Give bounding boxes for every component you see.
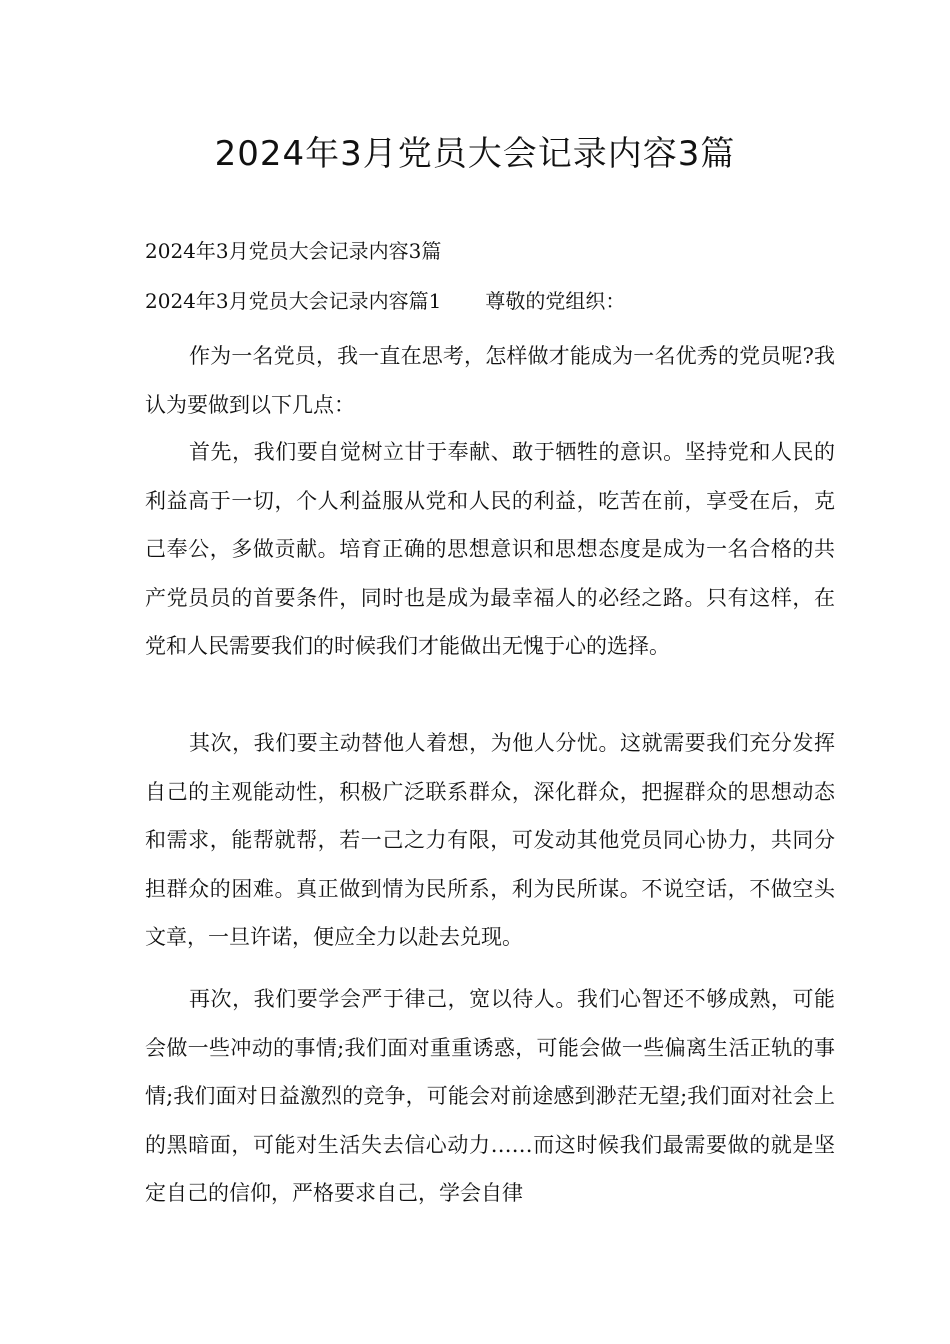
paragraph-second-point: 其次，我们要主动替他人着想，为他人分忧。这就需要我们充分发挥自己的主观能动性，积极广泛联系群众，深化群众，把握群众的思想动态和需求，能帮就帮，若一己之力有限，可发动其他党员同心协力，共同分担群众的困难。真正做到情为民所系，利为民所谋。不说空话，不做空头文章，一旦许诺，便应全力以赴去兑现。 — [145, 731, 835, 949]
section-heading-line — [145, 286, 625, 316]
document-title: 2024年3月党员大会记录内容3篇 — [214, 134, 736, 174]
section-heading: 2024年3月党员大会记录内容篇1 — [145, 289, 442, 313]
paragraph-first-point: 首先，我们要自觉树立甘于奉献、敢于牺牲的意识。坚持党和人民的利益高于一切，个人利益服从党和人民的利益，吃苦在前，享受在后，克己奉公，多做贡献。培育正确的思想意识和思想态度是成为一名合格的共产党员员的首要条件，同时也是成为最幸福人的必经之路。只有这样，在党和人民需要我们的时候我们才能做出无愧于心的选择。 — [145, 440, 835, 658]
paragraph-intro: 作为一名党员，我一直在思考，怎样做才能成为一名优秀的党员呢?我认为要做到以下几点： — [145, 344, 835, 417]
subtitle-line: 2024年3月党员大会记录内容3篇 — [145, 239, 442, 263]
salutation: 尊敬的党组织： — [485, 289, 626, 313]
paragraph-third-point: 再次，我们要学会严于律己，宽以待人。我们心智还不够成熟，可能会做一些冲动的事情;我们面对重重诱惑，可能会做一些偏离生活正轨的事情;我们面对日益激烈的竞争，可能会对前途感到渺茫无望;我们面对社会上的黑暗面，可能对生活失去信心动力……而这时候我们最需要做的就是坚定自己的信仰，严格要求自己，学会自律 — [145, 987, 835, 1205]
